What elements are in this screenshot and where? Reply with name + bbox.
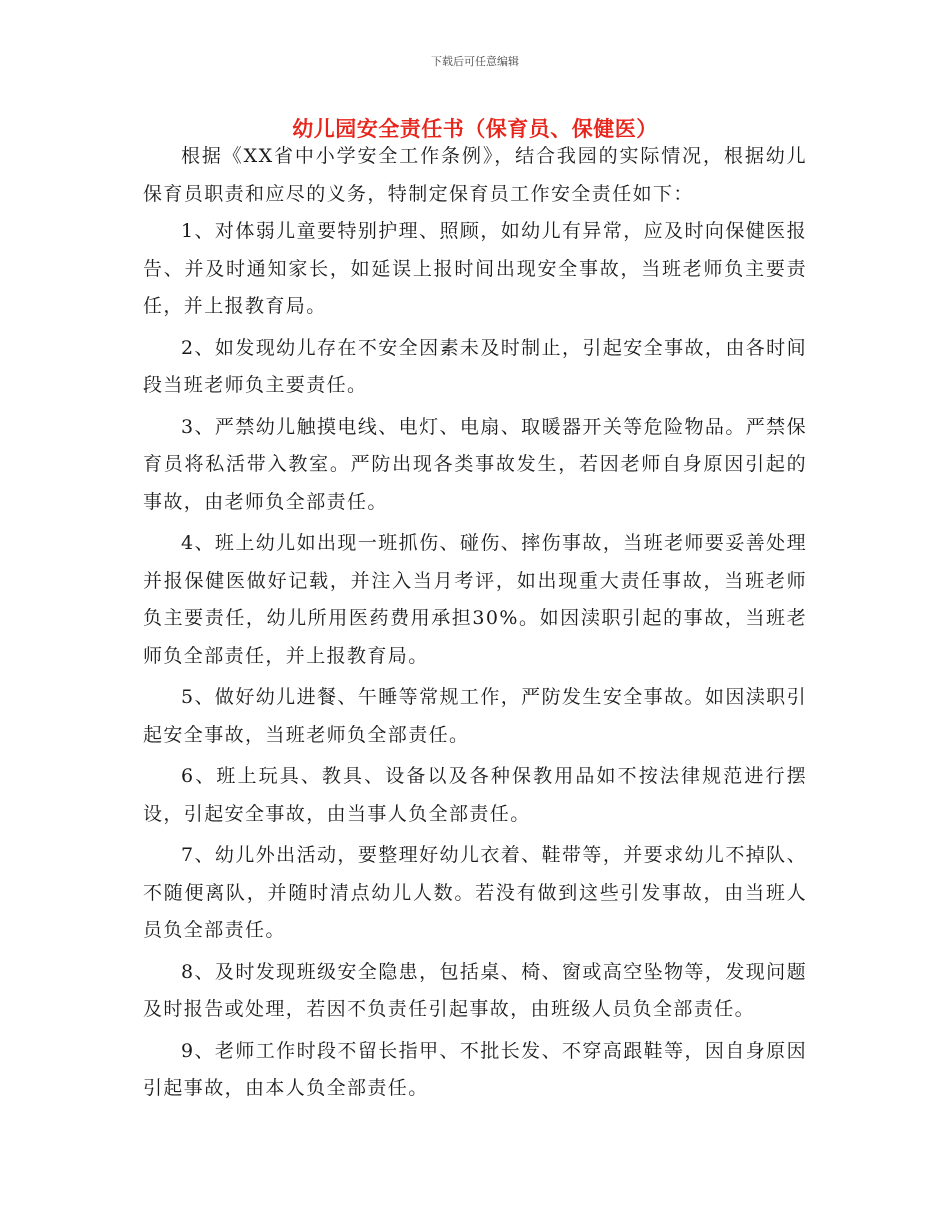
clause-1: 1、对体弱儿童要特别护理、照顾，如幼儿有异常，应及时向保健医报告、并及时通知家长，如延误上报时间出现安全事故，当班老师负主要责任，并上报教育局。 xyxy=(143,220,807,317)
clause-4: 4、班上幼儿如出现一班抓伤、碰伤、摔伤事故，当班老师要妥善处理并报保健医做好记载，并注入当月考评，如出现重大责任事故，当班老师负主要责任，幼儿所用医药费用承担30%。如因渎职引起的事故，当班老师负全部责任，并上报教育局。 xyxy=(143,532,807,667)
clause-3: 3、严禁幼儿触摸电线、电灯、电扇、取暖器开关等危险物品。严禁保育员将私活带入教室。严防出现各类事故发生，若因老师自身原因引起的事故，由老师负全部责任。 xyxy=(143,415,807,513)
header-note: 下载后可任意编辑 xyxy=(431,55,519,68)
clause-7: 7、幼儿外出活动，要整理好幼儿衣着、鞋带等，并要求幼儿不掉队、不随便离队，并随时清点幼儿人数。若没有做到这些引发事故，由当班人员负全部责任。 xyxy=(143,844,807,941)
clause-5: 5、做好幼儿进餐、午睡等常规工作，严防发生安全事故。如因渎职引起安全事故，当班老师负全部责任。 xyxy=(143,686,807,746)
clause-2: 2、如发现幼儿存在不安全因素未及时制止，引起安全事故，由各时间段当班老师负主要责任。 xyxy=(143,336,807,396)
clause-8: 8、及时发现班级安全隐患，包括桌、椅、窗或高空坠物等，发现问题及时报告或处理，若因不负责任引起事故，由班级人员负全部责任。 xyxy=(143,960,807,1020)
intro-paragraph: 根据《XX省中小学安全工作条例》，结合我园的实际情况，根据幼儿保育员职责和应尽的义务，特制定保育员工作安全责任如下： xyxy=(143,145,807,205)
document-body xyxy=(143,138,807,1112)
clause-9: 9、老师工作时段不留长指甲、不批长发、不穿高跟鞋等，因自身原因引起事故，由本人负全部责任。 xyxy=(143,1039,807,1099)
clause-6: 6、班上玩具、教具、设备以及各种保教用品如不按法律规范进行摆设，引起安全事故，由当事人负全部责任。 xyxy=(143,765,807,825)
document-title: 幼儿园安全责任书（保育员、保健医） xyxy=(292,117,658,141)
